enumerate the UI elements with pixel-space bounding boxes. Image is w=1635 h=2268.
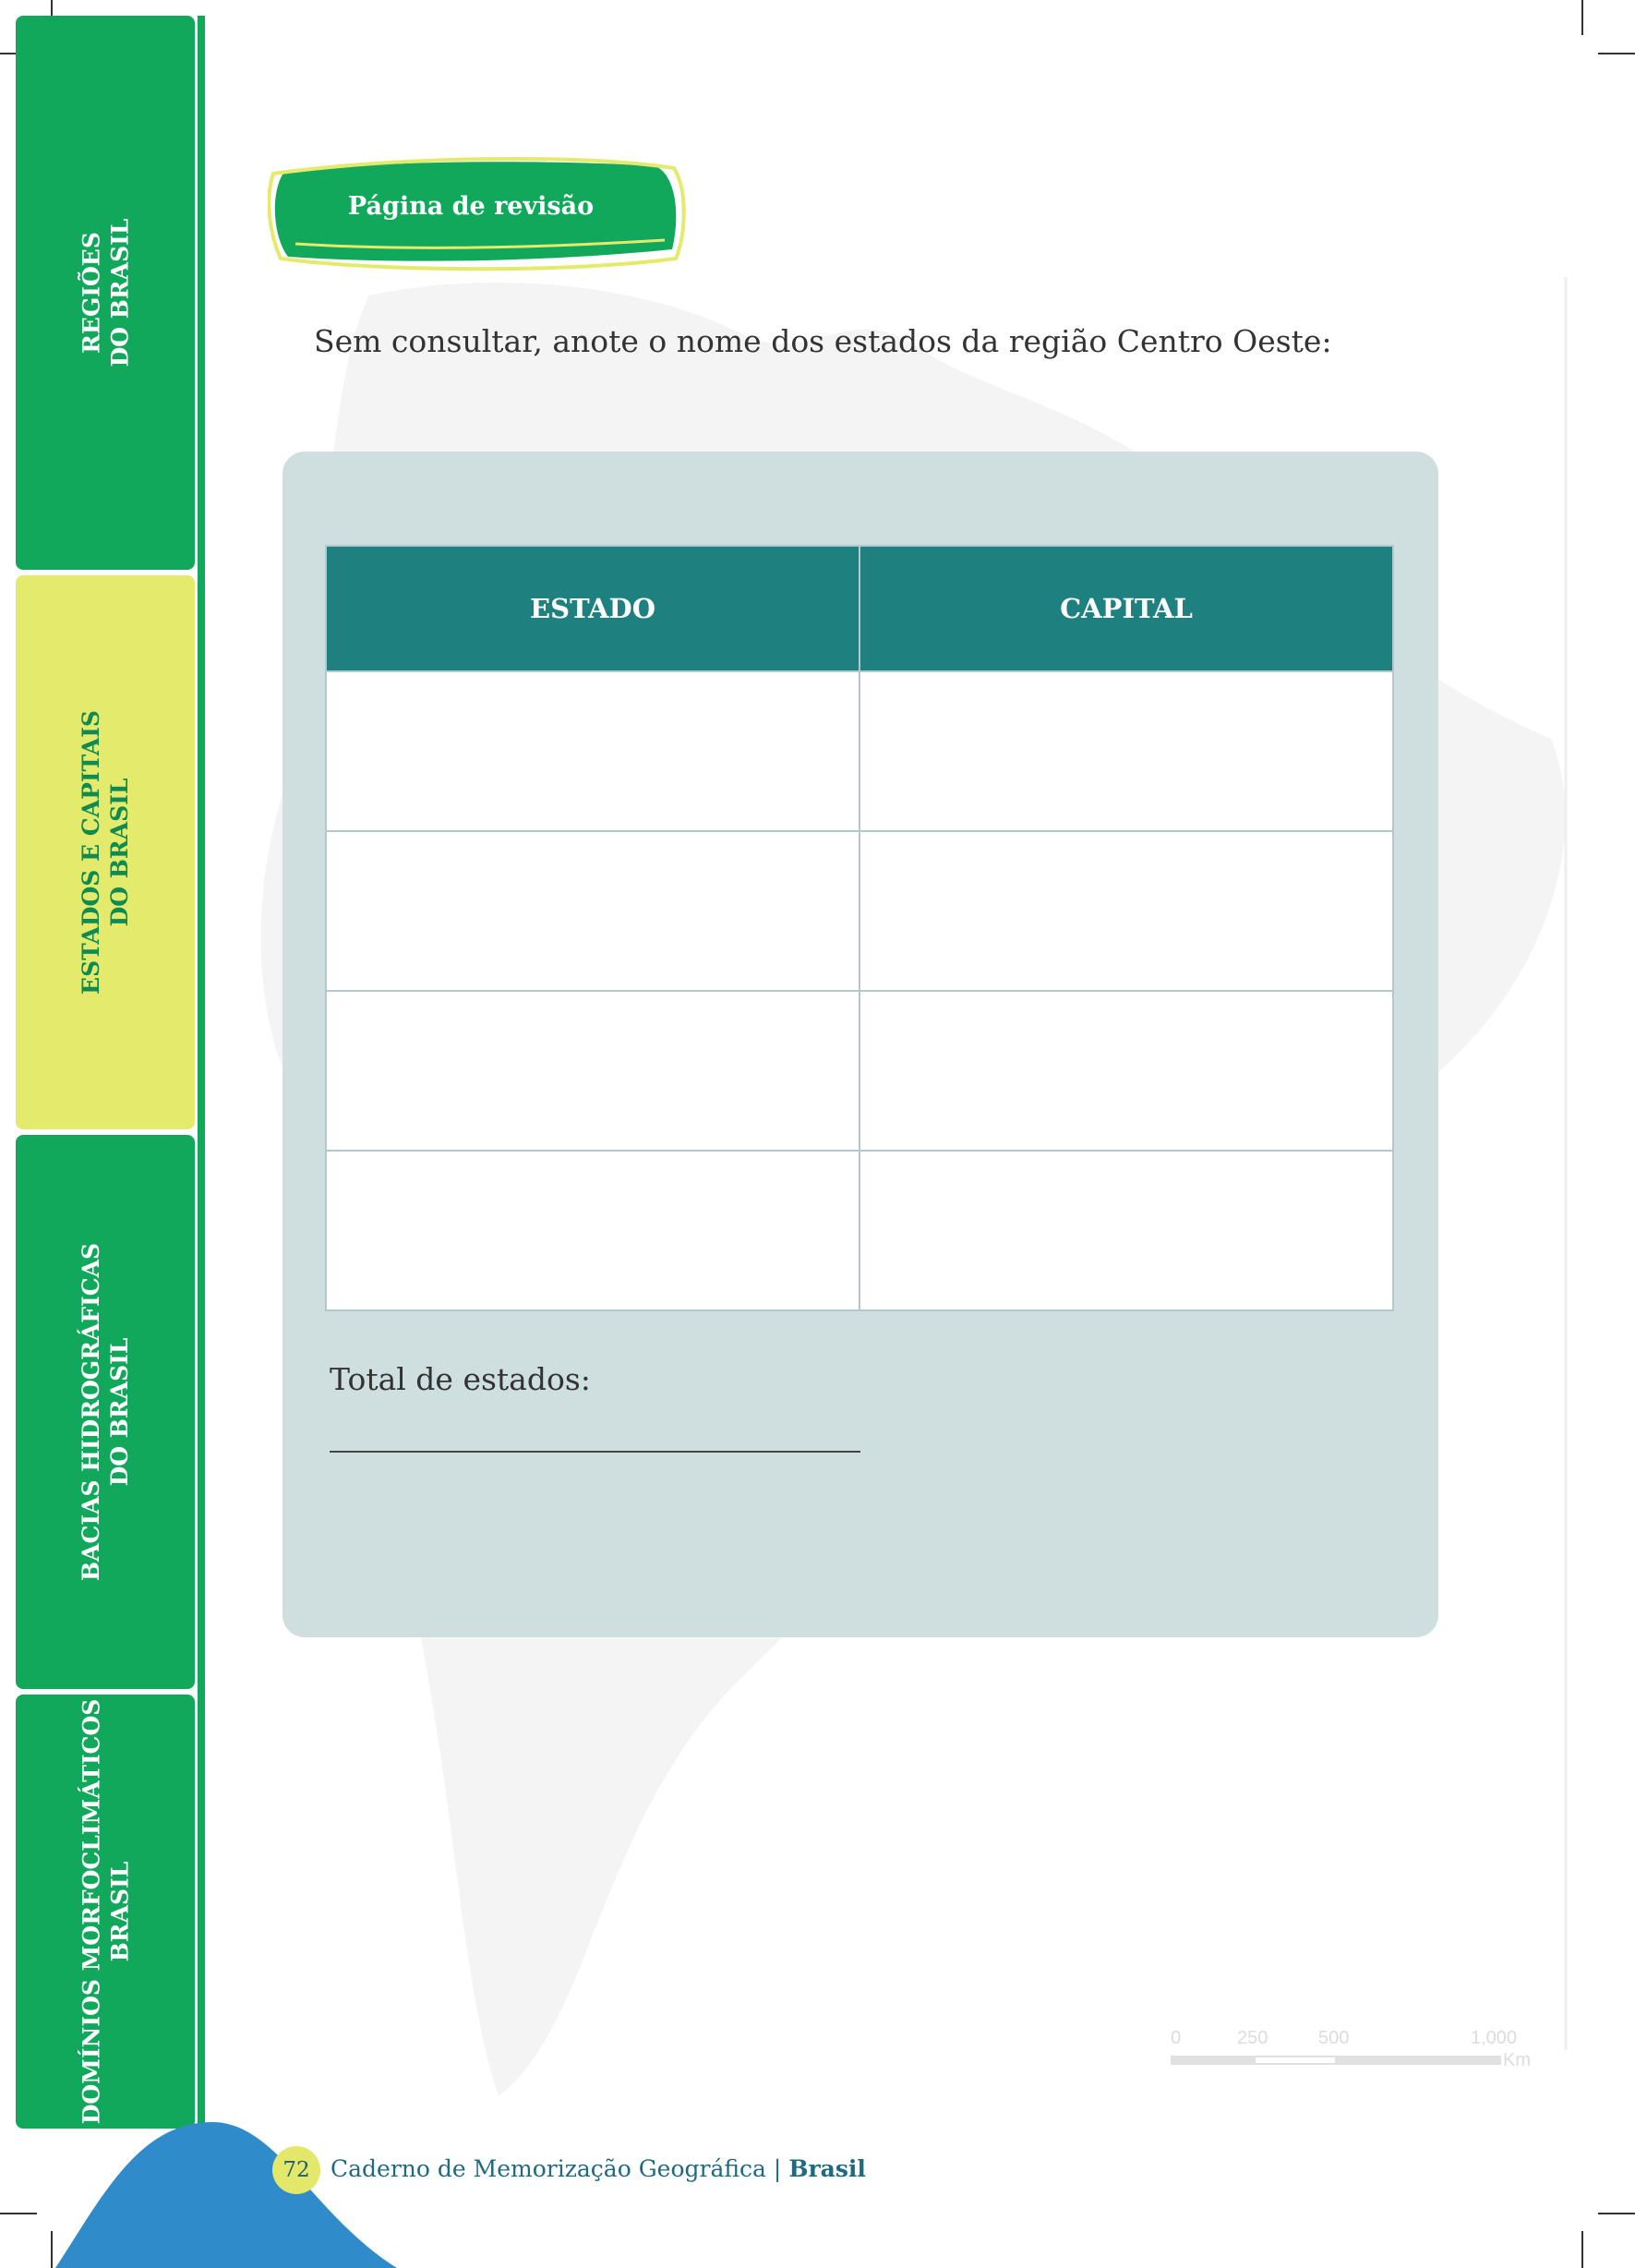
scale-tick: 500 (1318, 2028, 1350, 2048)
states-table (325, 545, 1394, 1311)
sidebar-tab-bacias[interactable] (16, 1135, 195, 1689)
table-row (326, 1151, 1393, 1310)
page-number: 72 (272, 2146, 320, 2194)
map-scale-bar (1171, 2028, 1531, 2074)
capital-cell[interactable] (860, 1151, 1393, 1310)
page-badge (268, 155, 687, 275)
table-header-row (326, 546, 1393, 671)
sidebar-tab-label: BACIAS HIDROGRÁFICAS DO BRASIL (78, 1242, 134, 1582)
scale-segment (1254, 2056, 1337, 2065)
column-header-capital: CAPITAL (860, 546, 1393, 671)
sidebar-tab-label: DOMÍNIOS MORFOCLIMÁTICOS BRASIL (78, 1698, 133, 2125)
sidebar-tab-dominios[interactable] (16, 1695, 195, 2129)
page-badge-text: Página de revisão (347, 192, 595, 221)
crop-mark (1581, 0, 1583, 35)
footer-subject: Brasil (788, 2155, 866, 2182)
crop-mark (1581, 2231, 1583, 2268)
scale-segment (1335, 2056, 1501, 2065)
footer-book-title: Caderno de Memorização Geográfica (331, 2155, 766, 2182)
estado-cell[interactable] (326, 671, 860, 831)
scale-segment (1171, 2056, 1254, 2065)
scale-tick: 250 (1237, 2028, 1268, 2048)
column-header-estado: ESTADO (326, 546, 860, 671)
capital-cell[interactable] (860, 671, 1393, 831)
crop-mark (1598, 53, 1635, 54)
scale-tick: 0 (1171, 2028, 1182, 2048)
estado-cell[interactable] (326, 991, 860, 1151)
footer-separator: | (773, 2155, 782, 2182)
footer-wave-shape (0, 2115, 406, 2268)
sidebar-stripe (198, 16, 205, 2186)
capital-cell[interactable] (860, 991, 1393, 1151)
instruction-text: Sem consultar, anote o nome dos estados da região Centro Oeste: (314, 323, 1332, 359)
estado-cell[interactable] (326, 831, 860, 991)
total-states-label: Total de estados: (330, 1361, 591, 1397)
crop-mark (1598, 2213, 1635, 2214)
scale-unit: Km (1503, 2050, 1531, 2070)
scale-tick: 1,000 (1471, 2028, 1518, 2048)
estado-cell[interactable] (326, 1151, 860, 1310)
capital-cell[interactable] (860, 831, 1393, 991)
footer-title (331, 2155, 866, 2182)
total-states-answer-line[interactable] (330, 1451, 860, 1453)
table-row (326, 831, 1393, 991)
table-row (326, 671, 1393, 831)
sidebar-tab-regioes[interactable] (16, 16, 195, 570)
sidebar-tab-estados-capitais[interactable] (16, 575, 195, 1129)
sidebar-tab-label: REGIÕES DO BRASIL (77, 218, 133, 368)
sidebar-tab-label: ESTADOS E CAPITAIS DO BRASIL (78, 710, 134, 995)
table-row (326, 991, 1393, 1151)
